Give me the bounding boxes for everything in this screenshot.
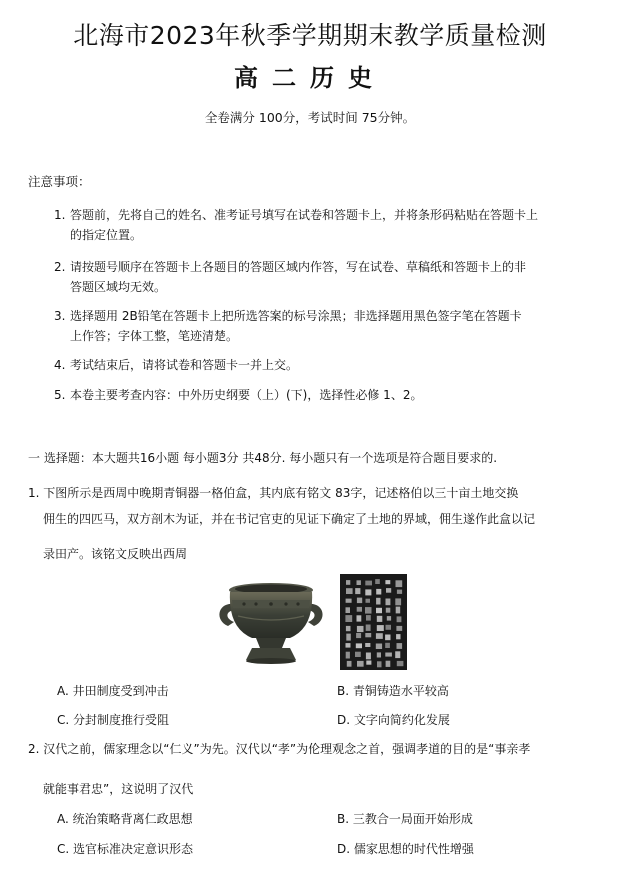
question-2-line: 就能事君忠”，这说明了汉代: [43, 782, 194, 796]
option-b[interactable]: B. 青铜铸造水平较高: [337, 684, 449, 698]
notice-line: 的指定位置。: [70, 228, 143, 242]
question-1-line: 佣生的四匹马，双方剖木为证，并在书记官吏的见证下确定了土地的界域，佣生遂作此盒以记: [43, 512, 536, 526]
bronze-vessel-image: [212, 576, 330, 668]
question-1-line: 1. 下图所示是西周中晚期青铜器一格伯盒，其内底有铭文 83字，记述格伯以三十亩土地交换: [28, 486, 519, 500]
notice-line: 答题前，先将自己的姓名、准考证号填写在试卷和答题卡上，并将条形码粘贴在答题卡上: [70, 208, 539, 222]
option-a[interactable]: A. 统治策略背离仁政思想: [57, 812, 193, 826]
notice-line: 请按题号顺序在答题卡上各题目的答题区域内作答，写在试卷、草稿纸和答题卡上的非: [70, 260, 527, 274]
option-c[interactable]: C. 选官标准决定意识形态: [57, 842, 194, 856]
option-a[interactable]: A. 井田制度受到冲击: [57, 684, 169, 698]
section-heading: 一 选择题：本大题共16小题 每小题3分 共48分. 每小题只有一个选项是符合题目要求的.: [28, 451, 498, 465]
notice-item-number: 5.: [54, 388, 66, 402]
notice-line: 上作答；字体工整，笔迹清楚。: [70, 329, 239, 343]
notice-item-number: 4.: [54, 358, 66, 372]
notice-item-number: 1.: [54, 208, 66, 222]
notice-item-number: 3.: [54, 309, 66, 323]
exam-title: 北海市2023年秋季学期期末教学质量检测: [73, 21, 547, 50]
notice-line: 选择题用 2B铅笔在答题卡上把所选答案的标号涂黑；非选择题用黑色签字笔在答题卡: [70, 309, 522, 323]
question-2-line: 2. 汉代之前，儒家理念以“仁义”为先。汉代以“孝”为伦理观念之首，强调孝道的目的是“事亲孝: [28, 742, 531, 756]
question-1-line: 录田产。该铭文反映出西周: [43, 547, 188, 561]
notice-title: 注意事项：: [28, 174, 91, 189]
option-c[interactable]: C. 分封制度推行受阻: [57, 713, 170, 727]
inscription-rubbing-image: [340, 574, 407, 670]
notice-line: 答题区域均无效。: [70, 280, 167, 294]
exam-info: 全卷满分 100分，考试时间 75分钟。: [204, 110, 416, 125]
notice-line: 本卷主要考查内容：中外历史纲要（上）(下)，选择性必修 1、2。: [70, 388, 423, 402]
option-d[interactable]: D. 文字向简约化发展: [337, 713, 450, 727]
option-d[interactable]: D. 儒家思想的时代性增强: [337, 842, 474, 856]
option-b[interactable]: B. 三教合一局面开始形成: [337, 812, 473, 826]
notice-item-number: 2.: [54, 260, 66, 274]
notice-line: 考试结束后，请将试卷和答题卡一并上交。: [70, 358, 299, 372]
subject-title: 高二历史: [234, 64, 386, 92]
